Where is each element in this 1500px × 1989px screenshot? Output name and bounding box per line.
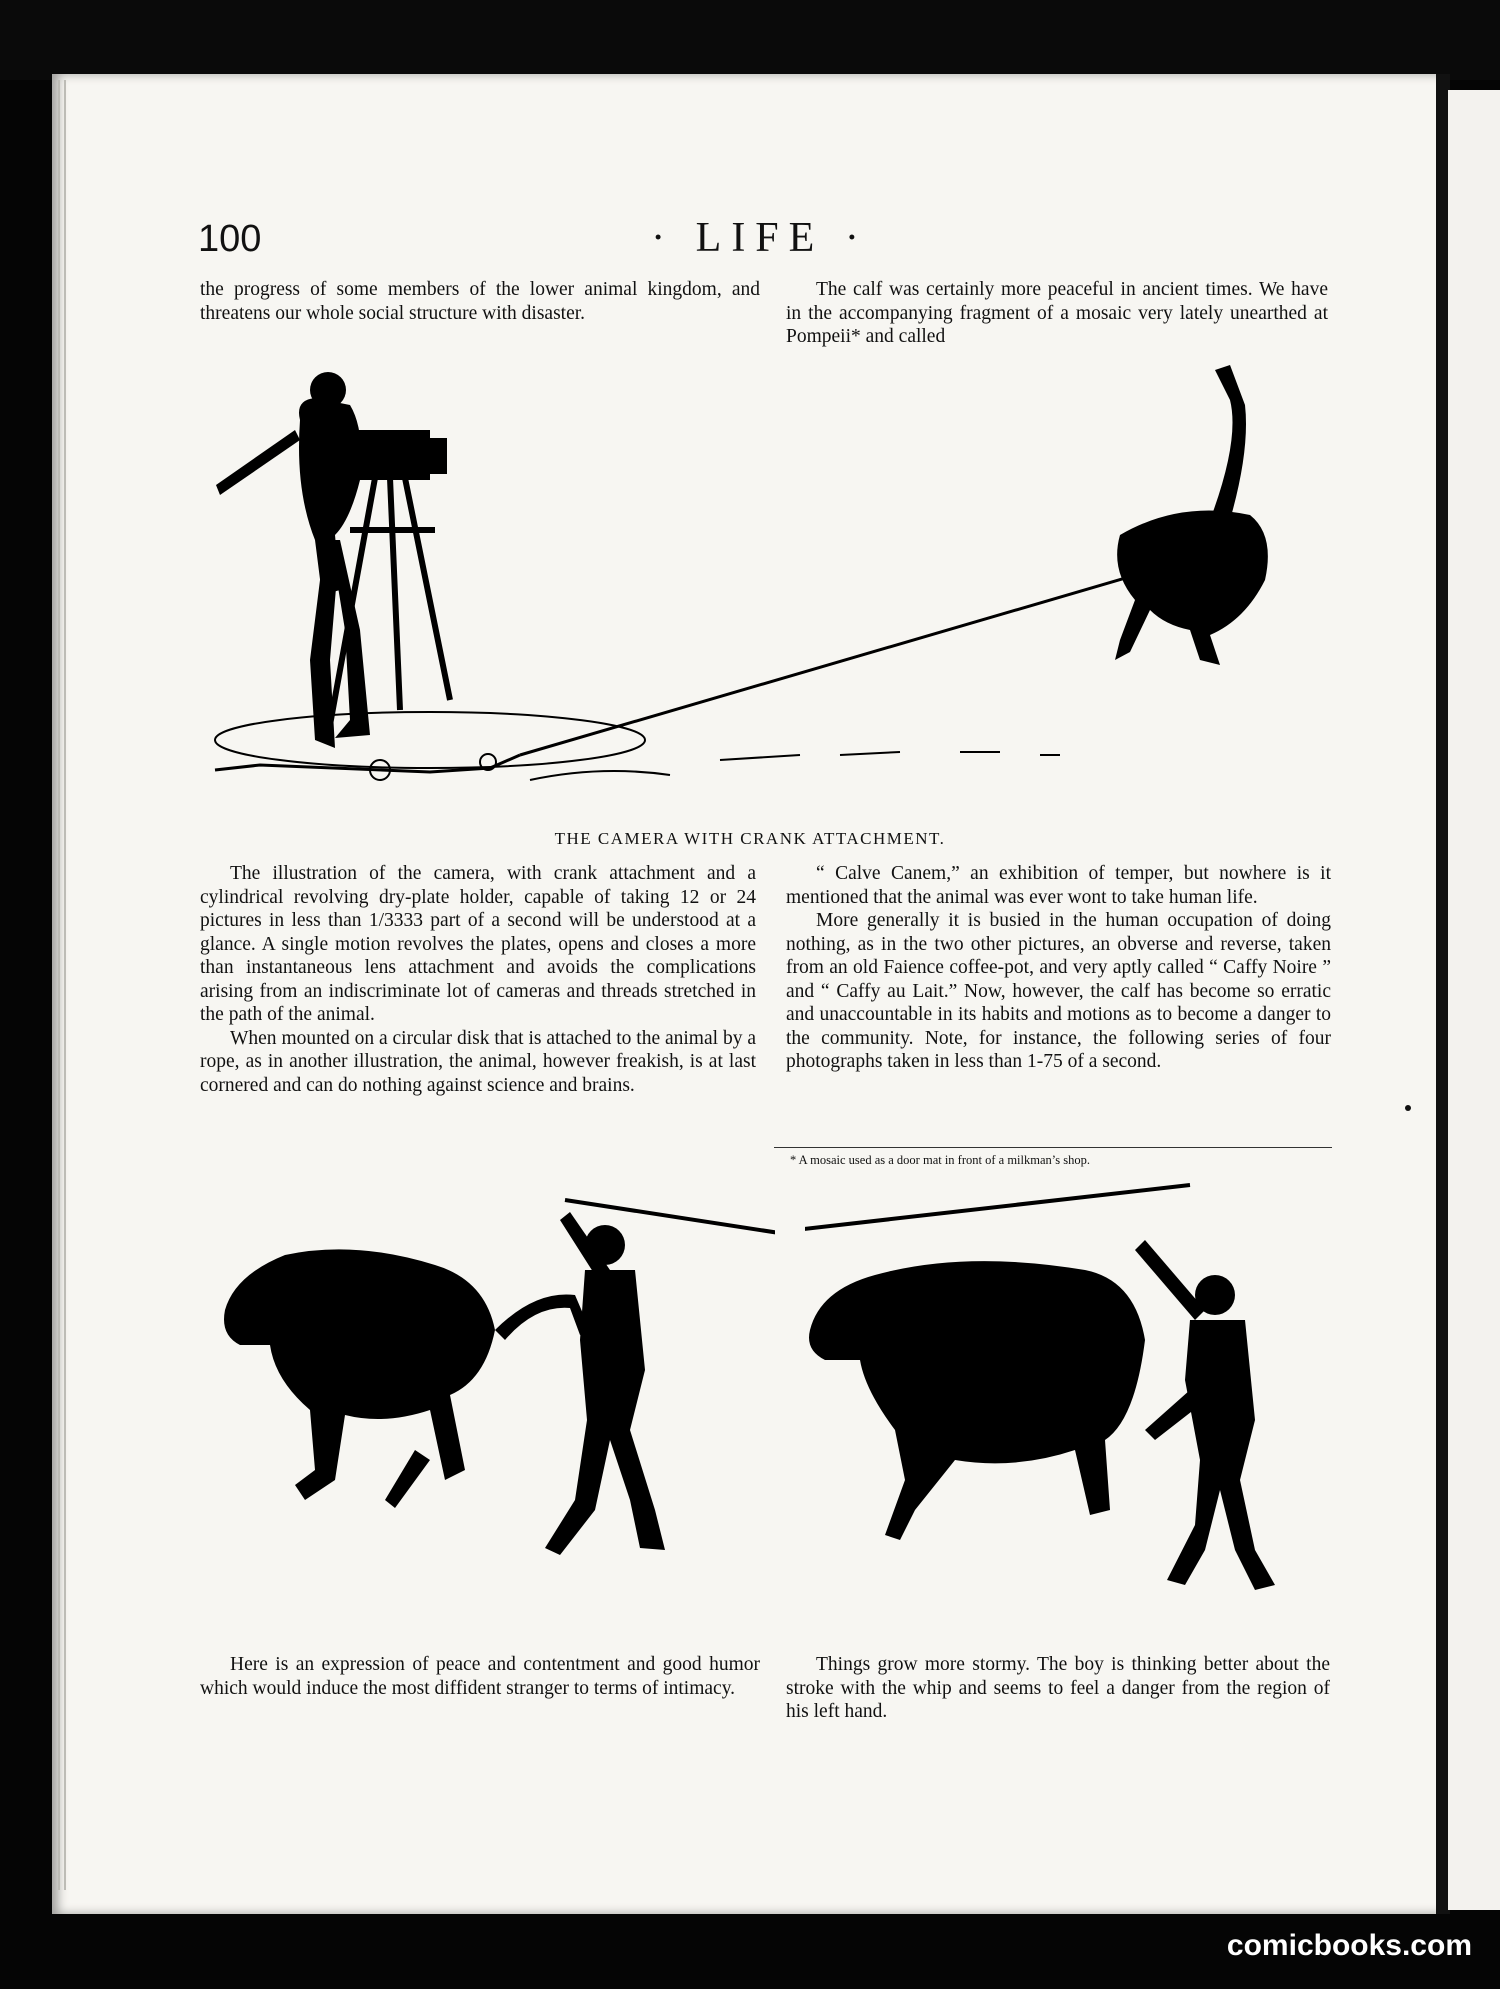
calf-and-boy-illustration-2 <box>805 1180 1345 1610</box>
footnote: * A mosaic used as a door mat in front of a milkman’s shop. <box>790 1153 1090 1167</box>
paragraph: The illustration of the camera, with crank attachment and a cylindrical revolving dry-plate holder, capable of taking 12 or 24 pictures in less than 1/3333 part of a second will be understood at a glance. A single motion revolves the plates, opens and closes a more than instantaneous lens attachment and avoids the complications arising from an indiscriminate lot of cameras and threads stretched in the path of the animal. <box>200 863 756 1025</box>
illustration-caption: THE CAMERA WITH CRANK ATTACHMENT. <box>554 829 946 848</box>
ink-speck <box>1405 1105 1411 1111</box>
top-left-text <box>200 278 760 325</box>
middle-right-text <box>786 862 1331 1074</box>
paragraph: More generally it is busied in the human occupation of doing nothing, as in the two other pictures, an obverse and reverse, taken from an old Faience coffee-pot, and very aptly called “ Caffy Noire ” and “ Caffy au Lait.” Now, however, the calf has become so erratic and unaccountable in its habits and motions as to become a danger to the community. Note, for instance, the following series of four photographs taken in less than 1-75 of a second. <box>786 910 1331 1072</box>
photographer-silhouette <box>216 372 370 748</box>
paragraph: “ Calve Canem,” an exhibition of temper, but nowhere is it mentioned that the animal was ever wont to take human life. <box>786 863 1331 908</box>
bottom-right-caption <box>786 1653 1330 1724</box>
page-edge <box>58 80 60 1890</box>
paragraph: The calf was certainly more peaceful in ancient times. We have in the accompanying fragment of a mosaic very lately unearthed at Pompeii* and called <box>786 279 1328 347</box>
middle-left-text <box>200 862 756 1097</box>
calf-and-boy-illustration-1 <box>215 1180 775 1610</box>
page-number: 100 <box>198 218 262 260</box>
magazine-title: · LIFE · <box>651 215 869 261</box>
paragraph: When mounted on a circular disk that is attached to the animal by a rope, as in another illustration, the animal, however freakish, is at last cornered and can do nothing against science and brains. <box>200 1027 756 1096</box>
calf-silhouette <box>809 1261 1145 1540</box>
site-watermark: comicbooks.com <box>1226 1929 1472 1962</box>
paragraph: Here is an expression of peace and contentment and good humor which would induce the most diffident stranger to terms of intimacy. <box>200 1654 760 1699</box>
footnote-rule <box>774 1147 1332 1148</box>
calf-silhouette <box>224 1249 590 1508</box>
page-edge <box>64 80 66 1890</box>
camera-illustration <box>200 360 1330 820</box>
calf-silhouette <box>1115 365 1268 665</box>
paragraph: Things grow more stormy. The boy is thinking better about the stroke with the whip and seems to feel a danger from the region of his left hand. <box>786 1654 1330 1722</box>
facing-page <box>1448 90 1500 1910</box>
paragraph: the progress of some members of the lower animal kingdom, and threatens our whole social structure with disaster. <box>200 279 760 324</box>
bottom-left-caption <box>200 1653 760 1700</box>
boy-with-whip-silhouette <box>545 1200 775 1555</box>
scan-background <box>0 0 1500 80</box>
circular-disk <box>215 712 645 780</box>
top-right-text <box>786 278 1328 349</box>
rope <box>520 565 1170 755</box>
